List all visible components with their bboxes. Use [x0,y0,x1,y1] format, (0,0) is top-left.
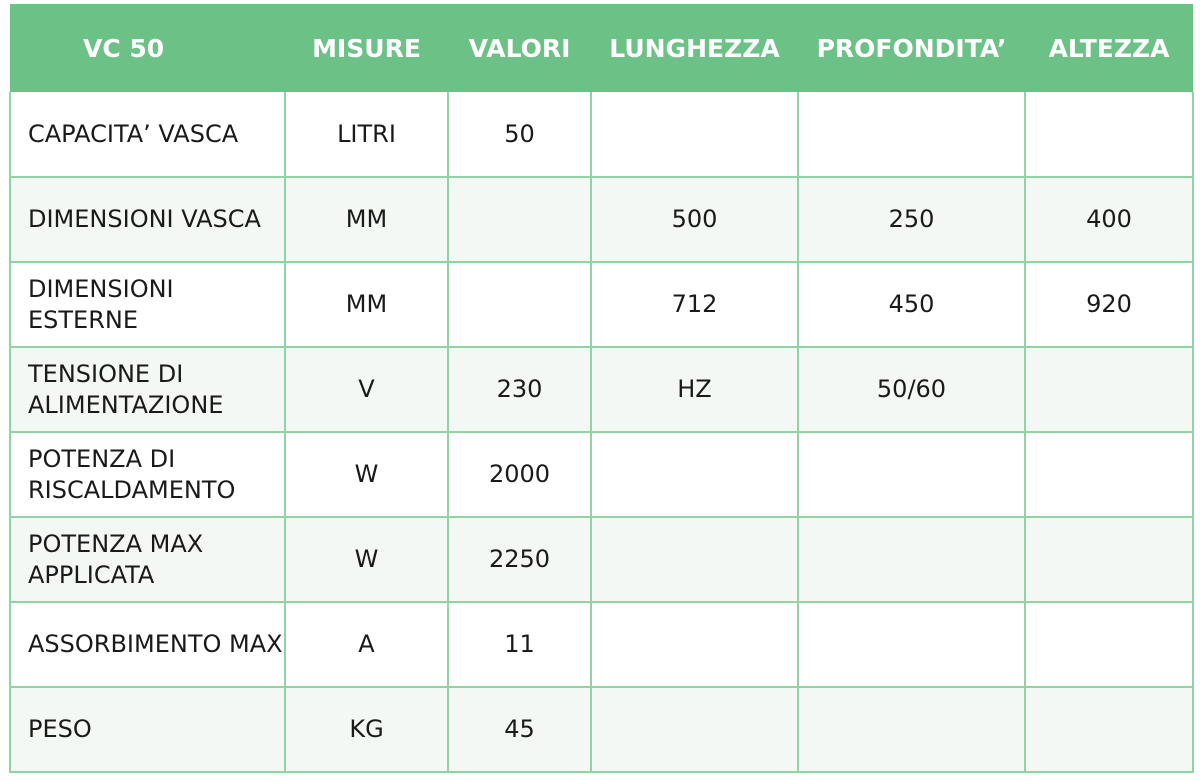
row-label: ASSORBIMENTO MAX [10,602,285,687]
table-row [10,602,1193,687]
header-lunghezza: LUNGHEZZA [591,4,798,92]
cell-altezza [1025,432,1193,517]
cell-lunghezza [591,432,798,517]
row-label: POTENZA DI RISCALDAMENTO [10,432,285,517]
cell-altezza [1025,92,1193,177]
spec-table-container [9,4,1194,773]
cell-misure: LITRI [285,92,448,177]
table-row [10,262,1193,347]
cell-misure: W [285,432,448,517]
cell-altezza: 920 [1025,262,1193,347]
cell-profondita: 250 [798,177,1025,262]
cell-profondita [798,92,1025,177]
cell-altezza [1025,687,1193,772]
cell-profondita [798,602,1025,687]
cell-valori: 2250 [448,517,591,602]
cell-profondita [798,517,1025,602]
row-label: DIMENSIONI VASCA [10,177,285,262]
header-valori: VALORI [448,4,591,92]
cell-profondita: 450 [798,262,1025,347]
cell-valori: 2000 [448,432,591,517]
cell-altezza: 400 [1025,177,1193,262]
spec-table-header [10,4,1193,92]
table-row [10,687,1193,772]
cell-misure: W [285,517,448,602]
table-row [10,92,1193,177]
header-row [10,4,1193,92]
cell-valori [448,262,591,347]
cell-profondita [798,432,1025,517]
cell-lunghezza [591,687,798,772]
row-label: DIMENSIONI ESTERNE [10,262,285,347]
spec-table-body [10,92,1193,772]
table-row [10,432,1193,517]
cell-altezza [1025,517,1193,602]
header-misure: MISURE [285,4,448,92]
cell-altezza [1025,347,1193,432]
cell-lunghezza: 712 [591,262,798,347]
cell-valori: 230 [448,347,591,432]
cell-misure: MM [285,262,448,347]
row-label: PESO [10,687,285,772]
table-row [10,517,1193,602]
cell-lunghezza: 500 [591,177,798,262]
cell-valori: 50 [448,92,591,177]
cell-misure: MM [285,177,448,262]
cell-valori: 45 [448,687,591,772]
header-profondita: PROFONDITA’ [798,4,1025,92]
cell-lunghezza [591,602,798,687]
header-model: VC 50 [10,4,285,92]
row-label: POTENZA MAX APPLICATA [10,517,285,602]
spec-table [9,4,1194,773]
cell-valori: 11 [448,602,591,687]
cell-misure: KG [285,687,448,772]
cell-lunghezza [591,517,798,602]
row-label: TENSIONE DI ALIMENTAZIONE [10,347,285,432]
cell-valori [448,177,591,262]
cell-altezza [1025,602,1193,687]
row-label: CAPACITA’ VASCA [10,92,285,177]
cell-misure: V [285,347,448,432]
cell-lunghezza: HZ [591,347,798,432]
cell-misure: A [285,602,448,687]
header-altezza: ALTEZZA [1025,4,1193,92]
cell-profondita [798,687,1025,772]
table-row [10,177,1193,262]
cell-profondita: 50/60 [798,347,1025,432]
cell-lunghezza [591,92,798,177]
table-row [10,347,1193,432]
